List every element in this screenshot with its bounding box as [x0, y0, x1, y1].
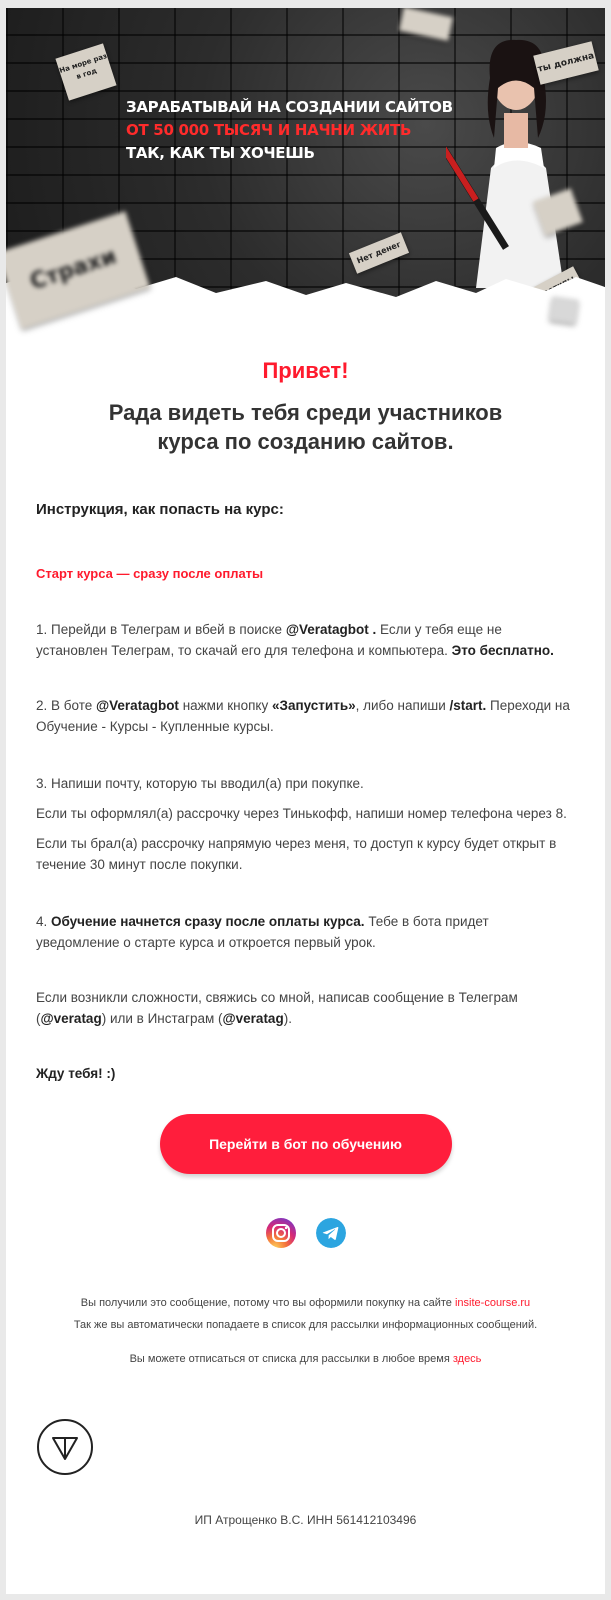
telegram-icon[interactable]: [316, 1218, 346, 1248]
step-3: 3. Напиши почту, которую ты вводил(а) при покупке. Если ты оформлял(а) рассрочку через Тинькофф, напиши номер телефона через 8. Если ты брал(а) рассрочку напрямую через меня, то доступ к курсу будет открыт в течение 30 минут после покупки.: [36, 776, 567, 872]
note-fears: Страхи: [6, 211, 150, 329]
step-2: 2. В боте @Veratagbot нажми кнопку «Запустить», либо напиши /start. Переходи на Обучение - Курсы - Купленные курсы.: [36, 698, 570, 734]
contact-info: Если возникли сложности, свяжись со мной, написав сообщение в Телеграм (@veratag) или в Инстаграм (@veratag).: [36, 990, 518, 1026]
instagram-icon[interactable]: [266, 1218, 296, 1248]
greeting: Привет!: [262, 358, 349, 383]
step-1: 1. Перейди в Телеграм и вбей в поиске @Veratagbot . Если у тебя еще не установлен Телеграм, то скачай его для телефона и компьютера. Это бесплатно.: [36, 622, 554, 658]
instruction-title: Инструкция, как попасть на курс:: [36, 501, 284, 518]
instagram-handle: @veratag: [222, 1011, 284, 1026]
legal-info: ИП Атрощенко В.С. ИНН 561412103496: [194, 1513, 417, 1527]
footer: [36, 1292, 575, 1370]
note-done: ты должна: [533, 41, 598, 85]
telegram-handle: @veratag: [40, 1011, 102, 1026]
footer-line-1: Вы получили это сообщение, потому что вы оформили покупку на сайте insite-course.ru: [80, 1297, 531, 1309]
bot-handle: @Veratagbot .: [285, 622, 377, 637]
waiting-note: Жду тебя! :): [36, 1066, 116, 1081]
step-4: 4. Обучение начнется сразу после оплаты курса. Тебе в бота придет уведомление о старте курса и откроется первый урок.: [36, 914, 489, 950]
social-links: [36, 1218, 575, 1248]
headline-line-2: ОТ 50 000 ТЫСЯЧ И НАЧНИ ЖИТЬ: [126, 121, 412, 139]
email-body: [6, 358, 605, 1527]
note-sea: На море раз в год: [55, 43, 116, 100]
footer-line-2: Так же вы автоматически попадаете в список для рассылки информационных сообщений.: [73, 1319, 538, 1331]
course-start-note: Старт курса — сразу после оплаты: [36, 566, 264, 581]
headline-line-1: ЗАРАБАТЫВАЙ НА СОЗДАНИИ САЙТОВ: [126, 98, 453, 116]
footer-line-3: Вы можете отписаться от списка для рассылки в любое время здесь: [129, 1353, 482, 1365]
note-blurred-corner: [549, 296, 578, 323]
email-card: [6, 8, 605, 1594]
welcome-subtitle: Рада видеть тебя среди участников курса по созданию сайтов.: [108, 400, 503, 454]
go-to-bot-button[interactable]: Перейти в бот по обучению: [160, 1114, 452, 1174]
site-link[interactable]: insite-course.ru: [454, 1297, 531, 1309]
banner-headline: [126, 96, 453, 165]
hero-banner: [6, 8, 605, 338]
headline-line-3: ТАК, КАК ТЫ ХОЧЕШЬ: [126, 144, 315, 162]
tenchat-logo-icon[interactable]: [36, 1418, 94, 1476]
note-money: Нет денег: [349, 232, 409, 273]
unsubscribe-link[interactable]: здесь: [452, 1353, 482, 1365]
